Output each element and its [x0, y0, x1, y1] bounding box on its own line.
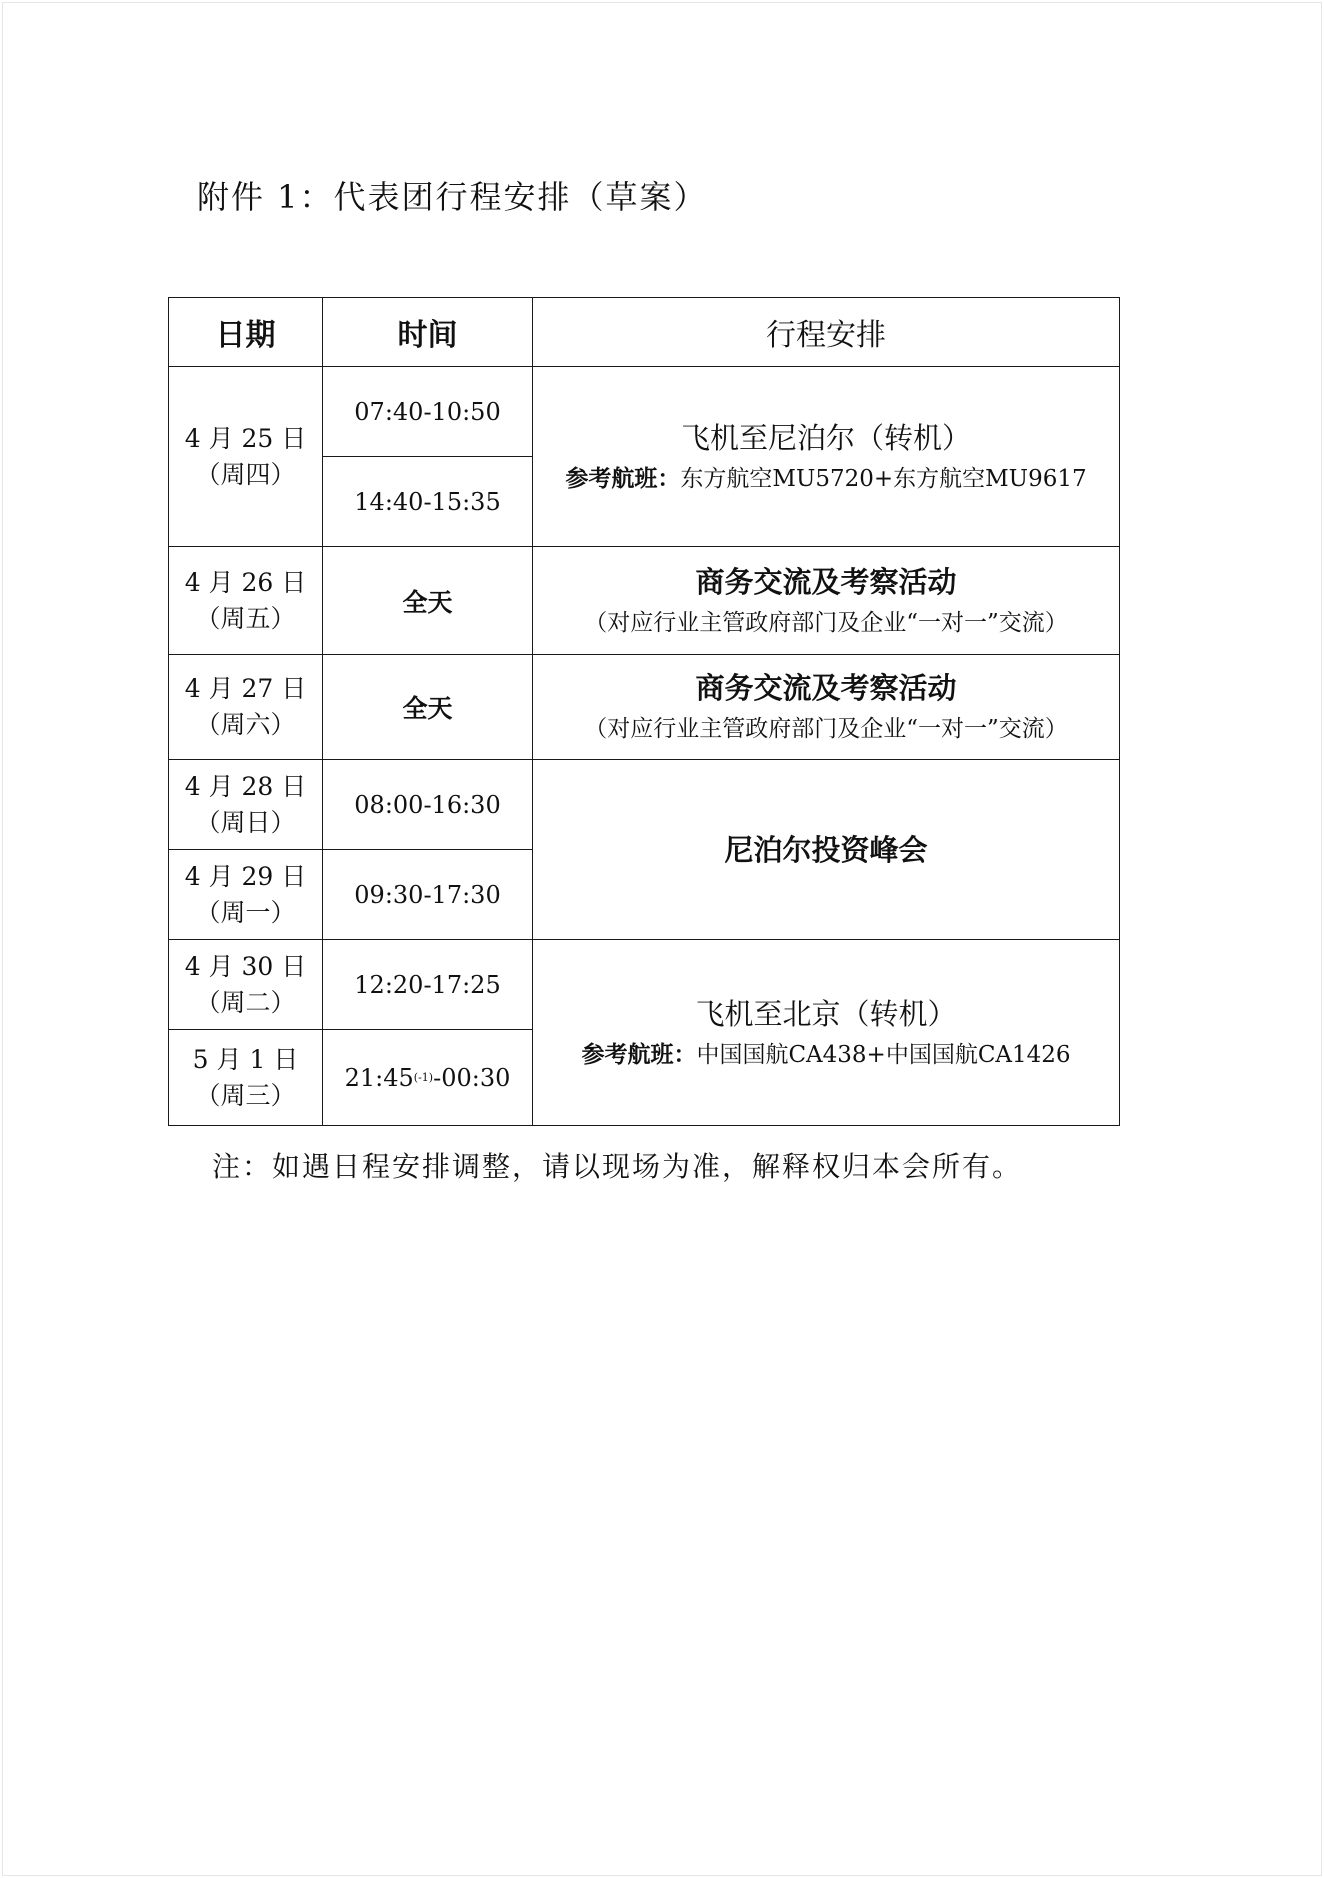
row2-plan-cell — [532, 546, 1120, 655]
row6-date: 4 月 30 日 — [184, 951, 307, 981]
row5-date-cell — [168, 849, 323, 940]
row3-plan-sub: （对应行业主管政府部门及企业“一对一”交流） — [584, 716, 1068, 742]
row3-plan-cell — [532, 654, 1120, 760]
row6-time: 12:20-17:25 — [322, 939, 533, 1030]
row3-plan: 商务交流及考察活动 — [695, 671, 957, 705]
row1-date-cell — [168, 366, 323, 547]
row45-plan-cell — [532, 759, 1120, 940]
row7-time-mark: (-1) — [413, 1071, 434, 1084]
row7-time-end: -00:30 — [433, 1063, 511, 1092]
row7-weekday: （周三） — [195, 1080, 296, 1110]
page-title: 附件 1：代表团行程安排（草案） — [197, 178, 708, 216]
row45-plan: 尼泊尔投资峰会 — [724, 832, 928, 867]
row1-plan: 飞机至尼泊尔（转机） — [680, 420, 971, 455]
header-time: 时间 — [322, 297, 533, 367]
itinerary-table — [168, 297, 1120, 1126]
row1-weekday: （周四） — [195, 459, 296, 489]
row1-ref-flights: 东方航空MU5720+东方航空MU9617 — [680, 465, 1087, 492]
row6-date-cell — [168, 939, 323, 1030]
row3-time: 全天 — [322, 654, 533, 760]
row2-time: 全天 — [322, 546, 533, 655]
header-date: 日期 — [168, 297, 323, 367]
row67-ref-flights: 中国国航CA438+中国国航CA1426 — [696, 1041, 1071, 1068]
footnote: 注：如遇日程安排调整，请以现场为准，解释权归本会所有。 — [212, 1150, 1023, 1183]
header-plan: 行程安排 — [532, 297, 1120, 367]
row2-plan-sub: （对应行业主管政府部门及企业“一对一”交流） — [584, 609, 1068, 636]
row5-weekday: （周一） — [195, 897, 296, 927]
row1-time-a: 07:40-10:50 — [322, 366, 533, 457]
row3-date-cell — [168, 654, 323, 760]
row7-time-start: 21:45 — [344, 1063, 414, 1092]
row4-date-cell — [168, 759, 323, 850]
row1-time-b: 14:40-15:35 — [322, 456, 533, 547]
row67-ref-label: 参考航班： — [581, 1041, 697, 1068]
row2-plan: 商务交流及考察活动 — [695, 564, 957, 599]
row67-plan: 飞机至北京（转机） — [695, 996, 957, 1031]
row5-date: 4 月 29 日 — [184, 861, 307, 891]
row3-date: 4 月 27 日 — [184, 674, 307, 703]
row4-date: 4 月 28 日 — [184, 771, 307, 801]
row1-ref-label: 参考航班： — [565, 465, 681, 492]
row2-date-cell — [168, 546, 323, 655]
row7-date: 5 月 1 日 — [192, 1044, 299, 1074]
row7-time-cell — [322, 1029, 533, 1126]
row1-plan-cell — [532, 366, 1120, 547]
row3-weekday: （周六） — [195, 710, 296, 739]
row6-weekday: （周二） — [195, 987, 296, 1017]
row67-plan-cell — [532, 939, 1120, 1126]
row5-time: 09:30-17:30 — [322, 849, 533, 940]
row2-date: 4 月 26 日 — [184, 567, 307, 597]
row7-date-cell — [168, 1029, 323, 1126]
row4-weekday: （周日） — [195, 807, 296, 837]
row1-date: 4 月 25 日 — [184, 423, 307, 453]
row2-weekday: （周五） — [195, 603, 296, 633]
row4-time: 08:00-16:30 — [322, 759, 533, 850]
